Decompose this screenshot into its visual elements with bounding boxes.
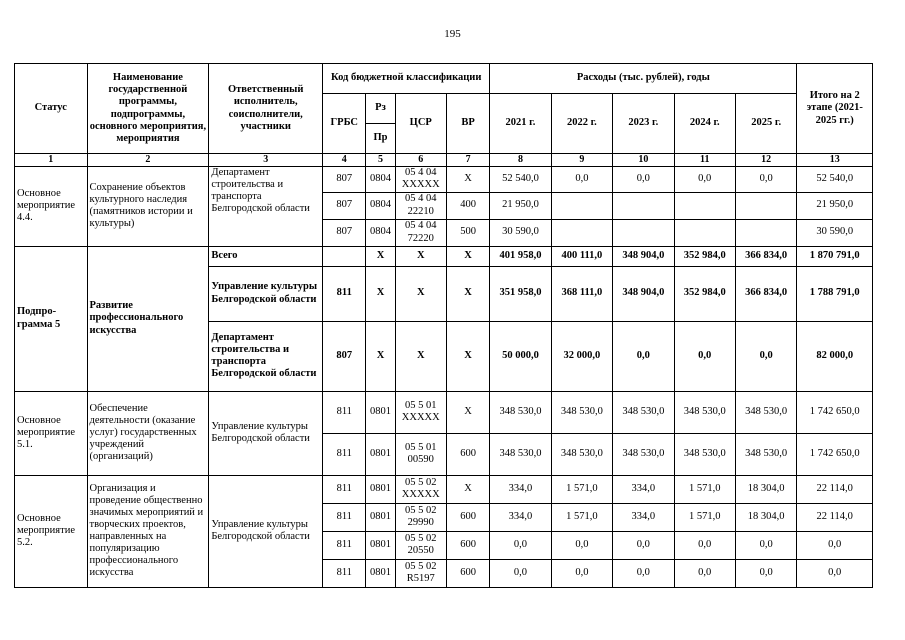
value-2021: 334,0 [490, 503, 551, 531]
vr-cell: 600 [446, 531, 489, 559]
table-row [15, 475, 873, 503]
status-cell: Подпро- грамма 5 [15, 246, 88, 391]
header-csr: ЦСР [395, 94, 446, 154]
value-2023: 0,0 [613, 531, 674, 559]
column-number: 12 [735, 154, 796, 167]
value-2021: 348 530,0 [490, 391, 551, 433]
rzpr-cell: 0804 [366, 166, 395, 192]
rzpr-cell: 0801 [366, 391, 395, 433]
value-2024: 1 571,0 [674, 503, 735, 531]
csr-cell: 05 5 02 20550 [395, 531, 446, 559]
value-2024 [674, 219, 735, 246]
grbs-cell: 811 [323, 266, 366, 321]
vr-cell: X [446, 266, 489, 321]
value-2022: 368 111,0 [551, 266, 612, 321]
value-2021: 351 958,0 [490, 266, 551, 321]
rzpr-cell: 0801 [366, 475, 395, 503]
csr-cell: 05 5 02 XXXXX [395, 475, 446, 503]
value-2021: 30 590,0 [490, 219, 551, 246]
grbs-cell: 807 [323, 321, 366, 391]
value-2025: 0,0 [735, 559, 796, 587]
header-vr: ВР [446, 94, 489, 154]
table-row [15, 166, 873, 192]
column-number: 7 [446, 154, 489, 167]
executor-cell: Управление культуры Белгородской области [209, 391, 323, 475]
value-2022: 0,0 [551, 559, 612, 587]
vr-cell: X [446, 166, 489, 192]
value-2023: 348 530,0 [613, 433, 674, 475]
value-2021: 50 000,0 [490, 321, 551, 391]
value-2022: 32 000,0 [551, 321, 612, 391]
value-2022: 1 571,0 [551, 475, 612, 503]
executor-cell: Управление культуры Белгородской области [209, 475, 323, 587]
column-number: 6 [395, 154, 446, 167]
total-cell: 22 114,0 [797, 475, 873, 503]
column-number: 8 [490, 154, 551, 167]
header-year-2022: 2022 г. [551, 94, 612, 154]
value-2021: 0,0 [490, 559, 551, 587]
total-cell: 1 870 791,0 [797, 246, 873, 266]
value-2025: 348 530,0 [735, 391, 796, 433]
csr-cell: 05 5 01 XXXXX [395, 391, 446, 433]
grbs-cell [323, 246, 366, 266]
grbs-cell: 807 [323, 166, 366, 192]
value-2025: 348 530,0 [735, 433, 796, 475]
value-2023 [613, 192, 674, 219]
total-cell: 1 742 650,0 [797, 433, 873, 475]
value-2024: 0,0 [674, 166, 735, 192]
column-number: 13 [797, 154, 873, 167]
value-2025 [735, 192, 796, 219]
header-executor: Ответственный исполнитель, соисполнители, участники [209, 64, 323, 154]
executor-cell: Управление культуры Белгородской области [209, 266, 323, 321]
value-2023: 0,0 [613, 559, 674, 587]
column-number: 11 [674, 154, 735, 167]
value-2025: 0,0 [735, 321, 796, 391]
value-2022: 348 530,0 [551, 433, 612, 475]
value-2024: 352 984,0 [674, 246, 735, 266]
column-number: 9 [551, 154, 612, 167]
header-rz: Рз [366, 94, 395, 124]
table-row [15, 391, 873, 433]
budget-table [14, 63, 873, 588]
status-cell: Основное мероприятие 4.4. [15, 166, 88, 246]
value-2022: 0,0 [551, 531, 612, 559]
page-number: 195 [444, 28, 461, 40]
value-2023: 348 530,0 [613, 391, 674, 433]
name-cell: Организация и проведение общественно значимых мероприятий и творческих проектов, направленных на популяризацию профессионального искусства [87, 475, 209, 587]
rzpr-cell: 0804 [366, 219, 395, 246]
status-cell: Основное мероприятие 5.2. [15, 475, 88, 587]
grbs-cell: 811 [323, 503, 366, 531]
executor-cell: Департамент строительства и транспорта Белгородской области [209, 166, 323, 246]
rzpr-cell: 0801 [366, 559, 395, 587]
header-grbs: ГРБС [323, 94, 366, 154]
csr-cell: X [395, 246, 446, 266]
column-number: 2 [87, 154, 209, 167]
total-cell: 22 114,0 [797, 503, 873, 531]
value-2024: 0,0 [674, 321, 735, 391]
total-cell: 82 000,0 [797, 321, 873, 391]
rzpr-cell: 0801 [366, 433, 395, 475]
value-2022: 1 571,0 [551, 503, 612, 531]
value-2025: 366 834,0 [735, 246, 796, 266]
csr-cell: 05 4 04 XXXXX [395, 166, 446, 192]
value-2024 [674, 192, 735, 219]
header-total: Итого на 2 этапе (2021-2025 гг.) [797, 64, 873, 154]
header-year-2025: 2025 г. [735, 94, 796, 154]
total-cell: 30 590,0 [797, 219, 873, 246]
value-2024: 352 984,0 [674, 266, 735, 321]
value-2025: 18 304,0 [735, 503, 796, 531]
column-number: 3 [209, 154, 323, 167]
value-2023: 0,0 [613, 166, 674, 192]
rzpr-cell: 0804 [366, 192, 395, 219]
value-2023 [613, 219, 674, 246]
header-pr: Пр [366, 124, 395, 154]
name-cell: Сохранение объектов культурного наследия (памятников истории и культуры) [87, 166, 209, 246]
value-2023: 0,0 [613, 321, 674, 391]
total-cell: 1 788 791,0 [797, 266, 873, 321]
value-2022: 348 530,0 [551, 391, 612, 433]
column-number: 1 [15, 154, 88, 167]
csr-cell: X [395, 321, 446, 391]
value-2022 [551, 192, 612, 219]
name-cell: Развитие профессионального искусства [87, 246, 209, 391]
total-cell: 1 742 650,0 [797, 391, 873, 433]
value-2022: 400 111,0 [551, 246, 612, 266]
value-2025 [735, 219, 796, 246]
total-cell: 0,0 [797, 559, 873, 587]
header-year-2021: 2021 г. [490, 94, 551, 154]
value-2024: 348 530,0 [674, 391, 735, 433]
total-cell: 0,0 [797, 531, 873, 559]
column-number: 4 [323, 154, 366, 167]
value-2025: 0,0 [735, 166, 796, 192]
value-2025: 366 834,0 [735, 266, 796, 321]
value-2021: 348 530,0 [490, 433, 551, 475]
value-2022: 0,0 [551, 166, 612, 192]
vr-cell: 600 [446, 433, 489, 475]
header-year-2024: 2024 г. [674, 94, 735, 154]
executor-cell: Всего [209, 246, 323, 266]
vr-cell: X [446, 391, 489, 433]
grbs-cell: 811 [323, 433, 366, 475]
grbs-cell: 811 [323, 391, 366, 433]
value-2023: 348 904,0 [613, 266, 674, 321]
value-2021: 401 958,0 [490, 246, 551, 266]
csr-cell: 05 5 02 R5197 [395, 559, 446, 587]
executor-cell: Департамент строительства и транспорта Белгородской области [209, 321, 323, 391]
grbs-cell: 807 [323, 192, 366, 219]
total-cell: 21 950,0 [797, 192, 873, 219]
vr-cell: X [446, 321, 489, 391]
vr-cell: X [446, 246, 489, 266]
value-2023: 334,0 [613, 475, 674, 503]
value-2023: 348 904,0 [613, 246, 674, 266]
value-2024: 1 571,0 [674, 475, 735, 503]
csr-cell: 05 5 02 29990 [395, 503, 446, 531]
header-expenses: Расходы (тыс. рублей), годы [490, 64, 797, 94]
rzpr-cell: 0801 [366, 503, 395, 531]
rzpr-cell: X [366, 321, 395, 391]
vr-cell: 500 [446, 219, 489, 246]
value-2025: 18 304,0 [735, 475, 796, 503]
grbs-cell: 811 [323, 531, 366, 559]
value-2021: 334,0 [490, 475, 551, 503]
column-number: 5 [366, 154, 395, 167]
value-2022 [551, 219, 612, 246]
rzpr-cell: X [366, 246, 395, 266]
vr-cell: 400 [446, 192, 489, 219]
rzpr-cell: 0801 [366, 531, 395, 559]
value-2024: 0,0 [674, 559, 735, 587]
csr-cell: 05 4 04 22210 [395, 192, 446, 219]
grbs-cell: 807 [323, 219, 366, 246]
value-2023: 334,0 [613, 503, 674, 531]
csr-cell: 05 5 01 00590 [395, 433, 446, 475]
csr-cell: X [395, 266, 446, 321]
value-2021: 21 950,0 [490, 192, 551, 219]
table-row [15, 246, 873, 266]
vr-cell: X [446, 475, 489, 503]
value-2021: 0,0 [490, 531, 551, 559]
column-number: 10 [613, 154, 674, 167]
value-2025: 0,0 [735, 531, 796, 559]
rzpr-cell: X [366, 266, 395, 321]
vr-cell: 600 [446, 559, 489, 587]
header-name: Наименование государственной программы, подпрограммы, основного мероприятия, мероприятия [87, 64, 209, 154]
grbs-cell: 811 [323, 475, 366, 503]
header-year-2023: 2023 г. [613, 94, 674, 154]
csr-cell: 05 4 04 72220 [395, 219, 446, 246]
total-cell: 52 540,0 [797, 166, 873, 192]
header-status: Статус [15, 64, 88, 154]
status-cell: Основное мероприятие 5.1. [15, 391, 88, 475]
vr-cell: 600 [446, 503, 489, 531]
header-budget-code: Код бюджетной классификации [323, 64, 490, 94]
grbs-cell: 811 [323, 559, 366, 587]
name-cell: Обеспечение деятельности (оказание услуг) государственных учреждений (организаций) [87, 391, 209, 475]
value-2021: 52 540,0 [490, 166, 551, 192]
value-2024: 0,0 [674, 531, 735, 559]
value-2024: 348 530,0 [674, 433, 735, 475]
